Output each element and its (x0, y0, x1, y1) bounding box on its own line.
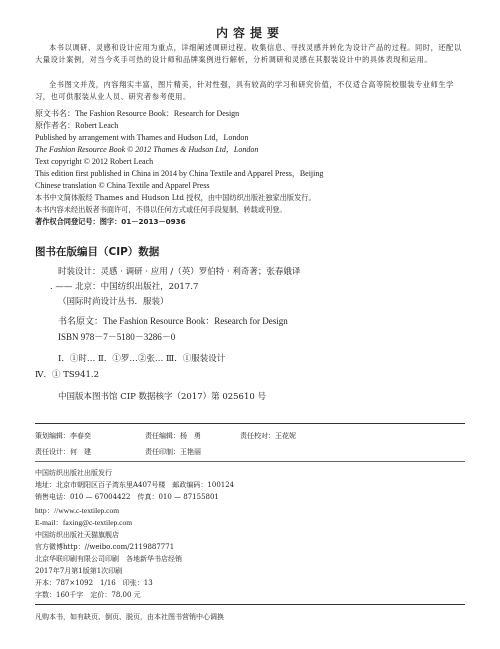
cn-reserved-line: 本书内容未经出版者书面许可，不得以任何方式或任何手段复制、转载或刊登。 (35, 205, 287, 214)
summary-paragraph-1: 本书以调研、灵感和设计应用为重点，详细阐述调研过程。收集信息、寻找灵感并转化为设计产品的过程。同时，还配以大量设计案例，对当今炙手可热的设计师和品牌案例进行解析，分析调研和灵感在其服装设计中的具体表现和运用。 (35, 43, 462, 64)
divider-bottom (35, 604, 465, 605)
staff-proofreader: 责任校对：王花妮 (240, 432, 296, 440)
text-copyright-line: Text copyright © 2012 Robert Leach (35, 157, 154, 166)
cip-heading: 图书在版编目（CIP）数据 (35, 246, 160, 258)
book-copyright-line: The Fashion Resource Book © 2012 Thames & Hudson Ltd，London (35, 145, 259, 154)
cip-isbn: ISBN 978－7－5180－3286－0 (58, 332, 176, 342)
cip-data-number: 中国版本图书馆 CIP 数据核字（2017）第 025610 号 (58, 392, 266, 402)
footer-note: 凡购本书，如有缺页、倒页、脱页，由本社图书营销中心调换 (35, 613, 224, 621)
cip-line-6: Ⅰ．①时… Ⅱ．①罗…②张… Ⅲ．①服装设计 (58, 354, 226, 364)
format-sheets: 开本：787×1092 1/16 印张：13 (35, 579, 153, 587)
staff-responsible-editor: 责任编辑：杨 勇 (145, 432, 201, 440)
summary-paragraph-2: 全书图文并茂，内容翔实丰富，图片精美，针对性强，具有较高的学习和研究价值，不仅适合高等院校服装专业师生学习，也可供服装从业人员、研究者参考使用。 (35, 80, 454, 101)
publisher-address: 地址：北京市朝阳区百子湾东里A407号楼 邮政编码：100124 (35, 481, 235, 489)
edition-printing: 2017年7月第1版第1次印刷 (35, 567, 123, 575)
staff-planning-editor: 策划编辑：李春奕 (35, 432, 91, 440)
arrangement-line: Published by arrangement with Thames and Hudson Ltd，London (35, 133, 249, 142)
cip-line-2: . —— 北京：中国纺织出版社，2017.7 (50, 282, 199, 292)
original-title: 原文书名：The Fashion Resource Book：Research for Design (35, 109, 240, 118)
publisher-name: 中国纺织出版社出版发行 (35, 469, 112, 477)
publisher-tmall-store: 中国纺织出版社天猫旗舰店 (35, 531, 119, 539)
printer-line: 北京华联印刷有限公司印刷 各地新华书店经销 (35, 555, 182, 563)
publisher-website: http：//www.c-textilep.com (35, 506, 120, 515)
staff-printing: 责任印制：王艳丽 (145, 448, 201, 456)
publisher-email: E-mail：faxing@c-textilep.com (35, 518, 133, 527)
edition-line-2: Chinese translation © China Textile and Apparel Press (35, 181, 210, 190)
cip-line-4: 书名原文：The Fashion Resource Book：Research for Design (58, 316, 288, 326)
word-count-price: 字数：160千字 定价：78.00 元 (35, 591, 141, 599)
cip-line-1: 时装设计：灵感 · 调研 · 应用 /（英）罗伯特 · 利奇著；张春娥译 (58, 267, 301, 277)
original-author: 原作者名：Robert Leach (35, 121, 119, 130)
summary-title: 内容提要 (215, 26, 284, 40)
divider-middle (35, 461, 465, 462)
cip-line-7: Ⅳ．① TS941.2 (35, 370, 100, 380)
staff-designer: 责任设计：何 建 (35, 448, 91, 456)
cn-license-line: 本书中文简体版经 Thames and Hudson Ltd 授权，由中国纺织出版社独家出版发行。 (35, 193, 316, 202)
registration-number: 著作权合同登记号：图字：01－2013－0936 (35, 217, 186, 226)
edition-line-1: This edition first published in China in 2014 by China Textile and Apparel Press，Beijing (35, 169, 324, 178)
publisher-weibo: 官方微博http：//weibo.com/2119887771 (35, 543, 175, 551)
divider-top (35, 423, 465, 424)
cip-line-3: （国际时尚设计丛书．服装） (58, 297, 169, 307)
publisher-phone: 销售电话：010 — 67004422 传真：010 — 87155801 (35, 493, 219, 501)
